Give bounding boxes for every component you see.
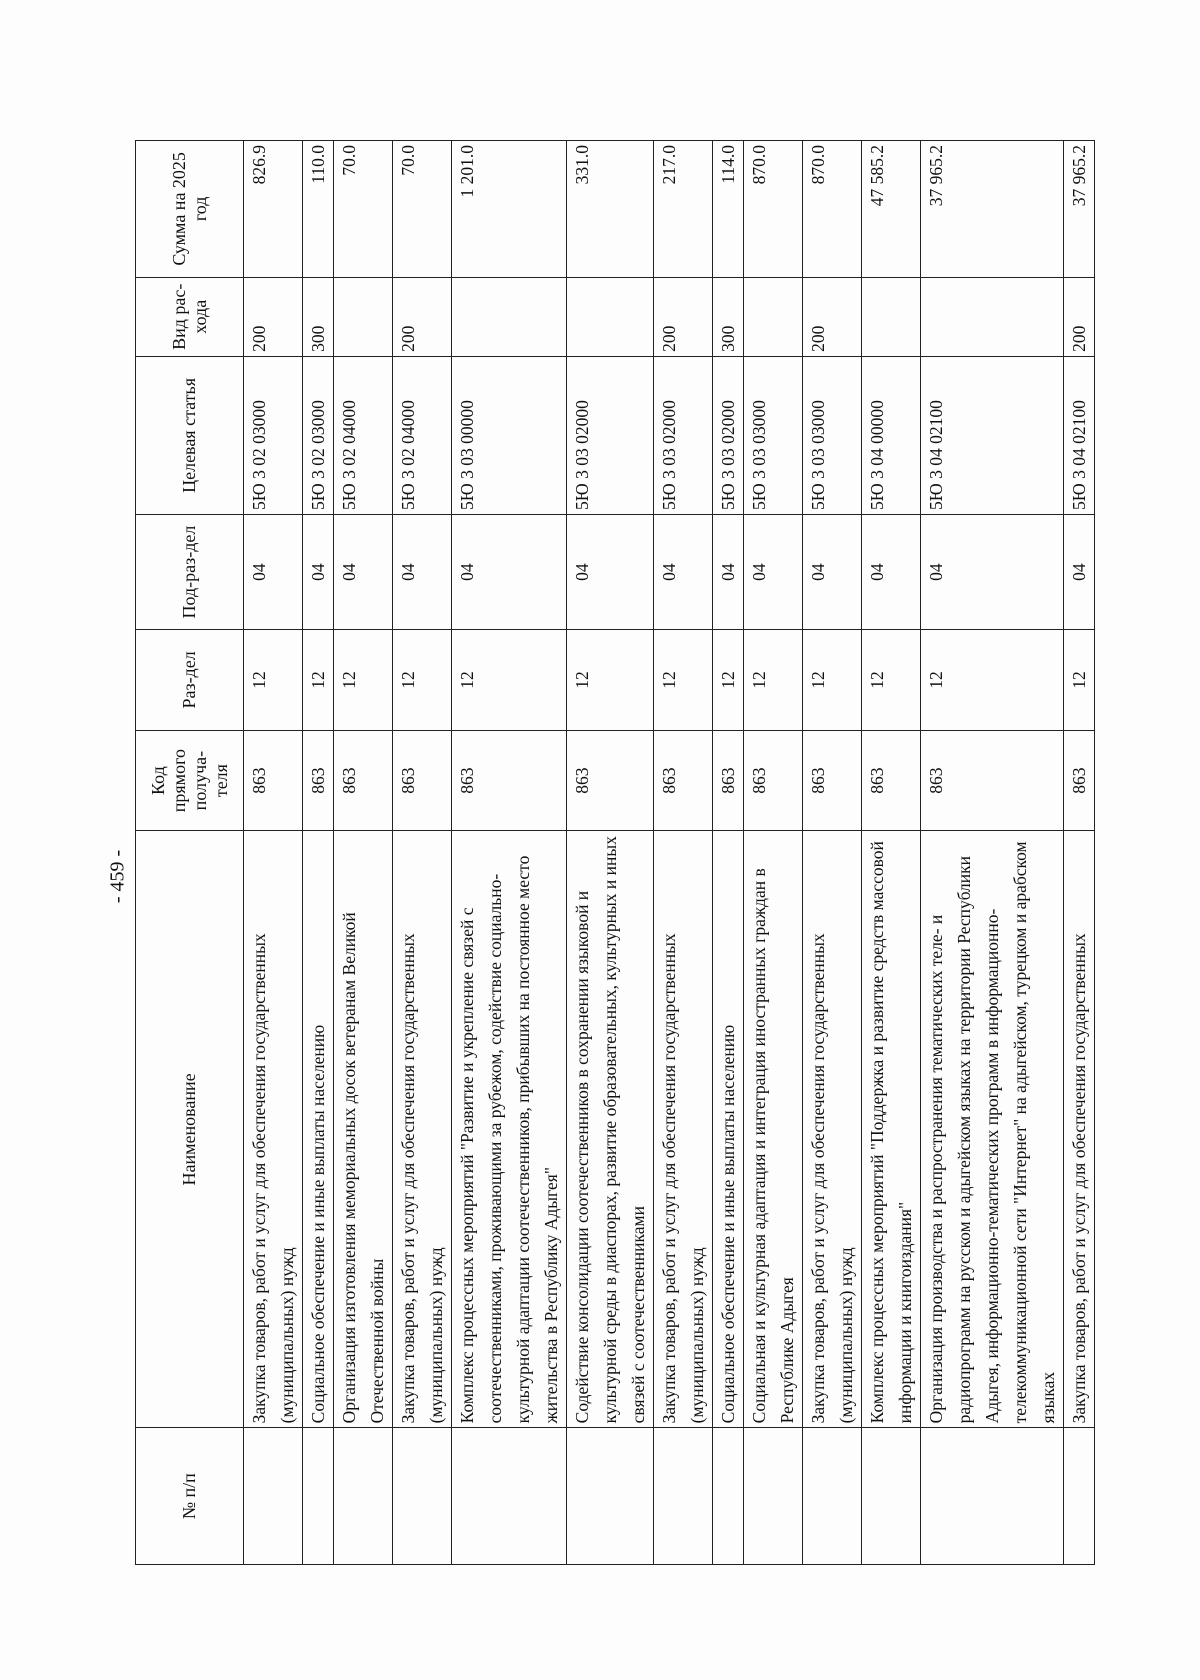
page-number: - 459 -: [106, 849, 129, 904]
table-row: [921, 141, 1064, 1565]
table-row: [567, 141, 654, 1565]
header-num: № п/п: [136, 1428, 244, 1565]
cell-subsection: 04: [862, 515, 921, 630]
cell-name: Содействие консолидации соотечественников в сохранении языковой и культурной среды в диаспорах, развитие образовательных, культурных и иных связей с соотечественниками: [567, 831, 654, 1428]
cell-amount: 870.0: [744, 141, 803, 278]
cell-num: [1064, 1428, 1095, 1565]
cell-amount: 217.0: [654, 141, 713, 278]
cell-name: Комплекс процессных мероприятий "Поддержка и развитие средств массовой информации и книгоиздания": [862, 831, 921, 1428]
cell-num: [744, 1428, 803, 1565]
cell-name: Закупка товаров, работ и услуг для обеспечения государственных (муниципальных) нужд: [244, 831, 303, 1428]
table-body: [244, 141, 1095, 1565]
cell-exp-type: 300: [713, 277, 744, 356]
table-row: [1064, 141, 1095, 1565]
cell-num: [393, 1428, 452, 1565]
cell-subsection: 04: [303, 515, 334, 630]
cell-amount: 70.0: [393, 141, 452, 278]
cell-code: 863: [244, 730, 303, 831]
cell-target: 5Ю 3 04 02100: [921, 356, 1064, 514]
cell-exp-type: 200: [1064, 277, 1095, 356]
cell-num: [713, 1428, 744, 1565]
cell-target: 5Ю 3 03 03000: [803, 356, 862, 514]
cell-section: 12: [567, 630, 654, 731]
cell-exp-type: 300: [303, 277, 334, 356]
cell-code: 863: [921, 730, 1064, 831]
cell-exp-type: [921, 277, 1064, 356]
cell-target: 5Ю 3 03 02000: [654, 356, 713, 514]
cell-name: Закупка товаров, работ и услуг для обеспечения государственных: [1064, 831, 1095, 1428]
cell-amount: 110.0: [303, 141, 334, 278]
cell-code: 863: [393, 730, 452, 831]
cell-name: Социальная и культурная адаптация и интеграция иностранных граждан в Республике Адыгея: [744, 831, 803, 1428]
cell-name: Социальное обеспечение и иные выплаты населению: [713, 831, 744, 1428]
cell-section: 12: [921, 630, 1064, 731]
cell-amount: 37 965.2: [921, 141, 1064, 278]
cell-name: Закупка товаров, работ и услуг для обеспечения государственных (муниципальных) нужд: [393, 831, 452, 1428]
table-row: [303, 141, 334, 1565]
cell-amount: 114.0: [713, 141, 744, 278]
cell-name: Закупка товаров, работ и услуг для обеспечения государственных (муниципальных) нужд: [654, 831, 713, 1428]
cell-exp-type: 200: [393, 277, 452, 356]
cell-num: [244, 1428, 303, 1565]
cell-section: 12: [393, 630, 452, 731]
cell-amount: 37 965.2: [1064, 141, 1095, 278]
cell-name: Социальное обеспечение и иные выплаты населению: [303, 831, 334, 1428]
header-exp-type: Вид рас-хода: [136, 277, 244, 356]
table-row: [654, 141, 713, 1565]
budget-table: [135, 140, 1095, 1565]
cell-subsection: 04: [393, 515, 452, 630]
cell-section: 12: [862, 630, 921, 731]
cell-amount: 1 201.0: [452, 141, 567, 278]
table-row: [334, 141, 393, 1565]
cell-subsection: 04: [803, 515, 862, 630]
header-name: Наименование: [136, 831, 244, 1428]
cell-subsection: 04: [1064, 515, 1095, 630]
table-row: [713, 141, 744, 1565]
table-row: [452, 141, 567, 1565]
cell-num: [862, 1428, 921, 1565]
cell-num: [303, 1428, 334, 1565]
cell-target: 5Ю 3 03 03000: [744, 356, 803, 514]
cell-code: 863: [334, 730, 393, 831]
cell-section: 12: [244, 630, 303, 731]
cell-code: 863: [803, 730, 862, 831]
cell-target: 5Ю 3 02 03000: [303, 356, 334, 514]
table-row: [244, 141, 303, 1565]
cell-name: Комплекс процессных мероприятий "Развитие и укрепление связей с соотечественниками, проживающими за рубежом, содействие социально-культурной адаптации соотечественников, прибывших на постоянное место жительства в Республику Адыгея": [452, 831, 567, 1428]
cell-code: 863: [862, 730, 921, 831]
cell-num: [567, 1428, 654, 1565]
cell-exp-type: [452, 277, 567, 356]
table-row: [744, 141, 803, 1565]
cell-code: 863: [567, 730, 654, 831]
cell-section: 12: [452, 630, 567, 731]
cell-subsection: 04: [713, 515, 744, 630]
cell-subsection: 04: [567, 515, 654, 630]
cell-subsection: 04: [744, 515, 803, 630]
cell-amount: 70.0: [334, 141, 393, 278]
cell-code: 863: [744, 730, 803, 831]
cell-num: [654, 1428, 713, 1565]
cell-target: 5Ю 3 04 02100: [1064, 356, 1095, 514]
cell-exp-type: [744, 277, 803, 356]
budget-table-container: [135, 140, 1089, 1565]
cell-code: 863: [452, 730, 567, 831]
cell-code: 863: [303, 730, 334, 831]
header-section: Раз-дел: [136, 630, 244, 731]
cell-section: 12: [654, 630, 713, 731]
cell-num: [334, 1428, 393, 1565]
cell-amount: 870.0: [803, 141, 862, 278]
cell-exp-type: 200: [244, 277, 303, 356]
cell-amount: 826.9: [244, 141, 303, 278]
cell-subsection: 04: [334, 515, 393, 630]
cell-target: 5Ю 3 02 04000: [334, 356, 393, 514]
cell-target: 5Ю 3 02 03000: [244, 356, 303, 514]
cell-target: 5Ю 3 04 00000: [862, 356, 921, 514]
cell-section: 12: [744, 630, 803, 731]
cell-exp-type: 200: [654, 277, 713, 356]
cell-subsection: 04: [654, 515, 713, 630]
cell-name: Закупка товаров, работ и услуг для обеспечения государственных (муниципальных) нужд: [803, 831, 862, 1428]
header-code: Код прямого получа-теля: [136, 730, 244, 831]
table-header-row: [136, 141, 244, 1565]
cell-section: 12: [713, 630, 744, 731]
table-row: [803, 141, 862, 1565]
cell-num: [452, 1428, 567, 1565]
header-amount: Сумма на 2025 год: [136, 141, 244, 278]
cell-amount: 331.0: [567, 141, 654, 278]
table-row: [862, 141, 921, 1565]
cell-num: [921, 1428, 1064, 1565]
cell-subsection: 04: [921, 515, 1064, 630]
cell-code: 863: [1064, 730, 1095, 831]
cell-target: 5Ю 3 03 02000: [713, 356, 744, 514]
header-target: Целевая статья: [136, 356, 244, 514]
cell-exp-type: [334, 277, 393, 356]
cell-target: 5Ю 3 02 04000: [393, 356, 452, 514]
cell-section: 12: [303, 630, 334, 731]
cell-code: 863: [654, 730, 713, 831]
cell-target: 5Ю 3 03 00000: [452, 356, 567, 514]
cell-amount: 47 585.2: [862, 141, 921, 278]
cell-exp-type: [862, 277, 921, 356]
cell-section: 12: [1064, 630, 1095, 731]
cell-section: 12: [334, 630, 393, 731]
cell-subsection: 04: [452, 515, 567, 630]
cell-exp-type: [567, 277, 654, 356]
cell-name: Организация производства и распространения тематических теле- и радиопрограмм на русском и адыгейском языках на территории Республики Адыгея, информационно-тематических программ в информационно-телекоммуникационной сети "Интернет" на адыгейском, турецком и арабском языках: [921, 831, 1064, 1428]
cell-target: 5Ю 3 03 02000: [567, 356, 654, 514]
cell-name: Организация изготовления мемориальных досок ветеранам Великой Отечественной войны: [334, 831, 393, 1428]
cell-section: 12: [803, 630, 862, 731]
table-row: [393, 141, 452, 1565]
cell-code: 863: [713, 730, 744, 831]
cell-exp-type: 200: [803, 277, 862, 356]
cell-num: [803, 1428, 862, 1565]
cell-subsection: 04: [244, 515, 303, 630]
header-subsection: Под-раз-дел: [136, 515, 244, 630]
